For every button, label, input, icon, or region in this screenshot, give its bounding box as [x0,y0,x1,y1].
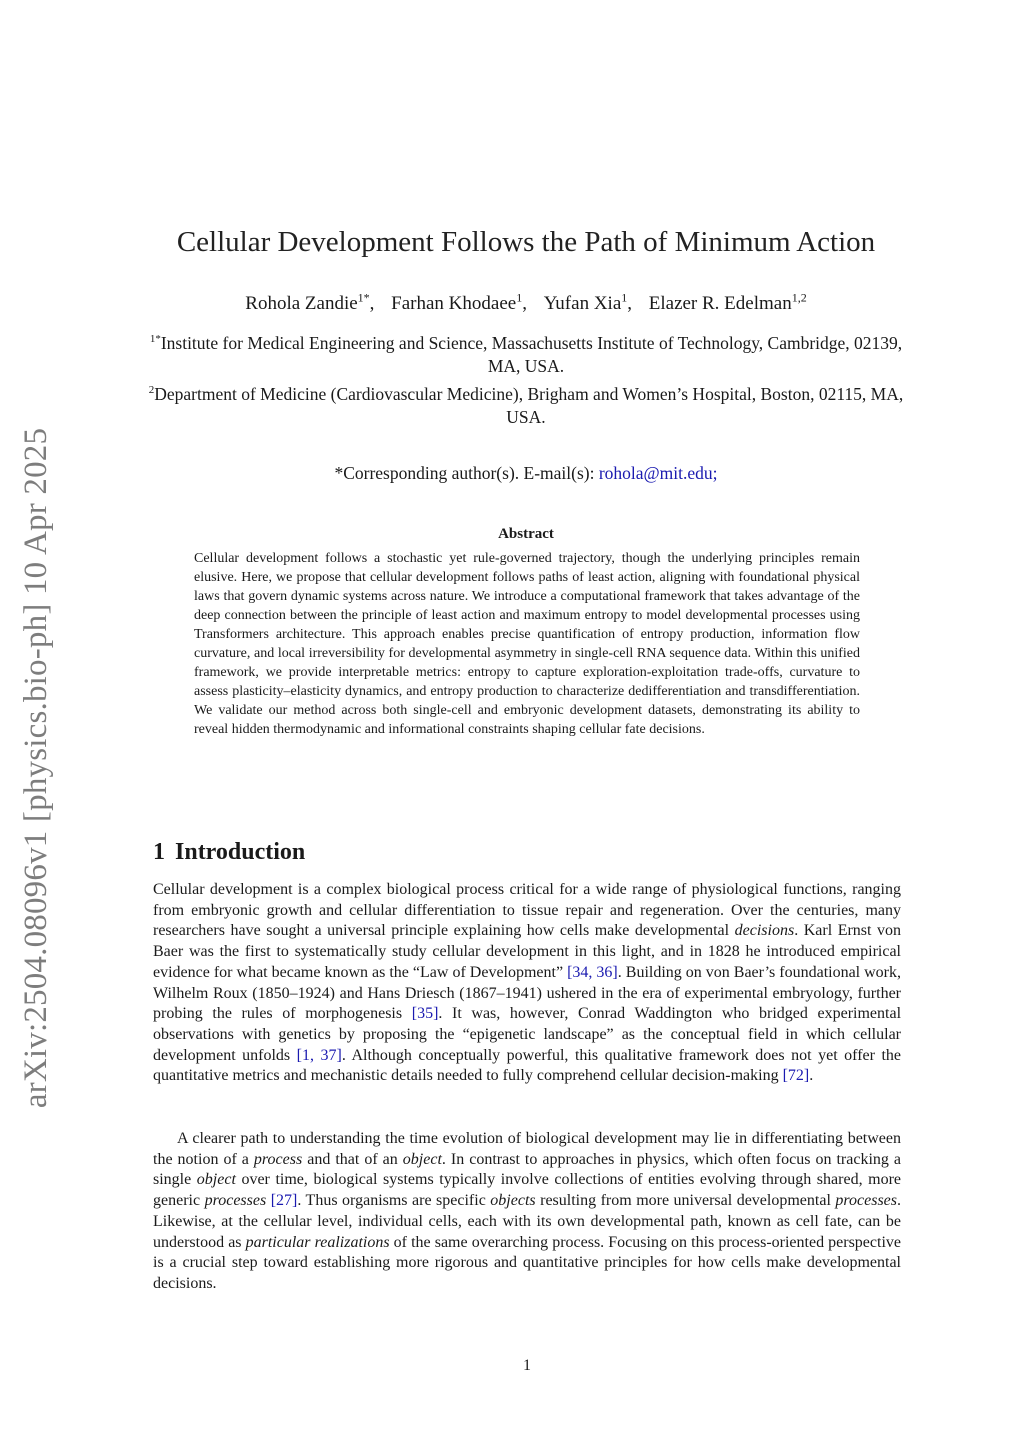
section-heading: 1 Introduction [153,839,306,865]
citation-link[interactable]: [1, 37] [296,1046,342,1064]
page-number: 1 [523,1357,531,1374]
citation-link[interactable]: [72] [782,1067,810,1085]
body-paragraph: Cellular development is a complex biological process critical for a wide range of physiological functions, ranging from embryonic growth and cellular differentiation to tissue repair and regeneration. Over the centuries, many researchers have sought a universal principle explaining how cells make developmental decisions. Karl Ernst von Baer was the first to systematically study cellular development in this light, and in 1828 he introduced empirical evidence for what became known as the “Law of Development” [34, 36]. Building on von Baer’s foundational work, Wilhelm Roux (1850–1924) and Hans Driesch (1867–1941) ushered in the era of experimental embryology, further probing the rules of morphogenesis [35]. It was, however, Conrad Waddington who bridged experimental observations with genetics by proposing the “epigenetic landscape” as the conceptual field in which cellular development unfolds [1, 37]. Although conceptually powerful, this qualitative framework does not yet offer the quantitative metrics and mechanistic details needed to fully comprehend cellular decision-making [72]. [153,881,902,1085]
citation-link[interactable]: [27] [270,1192,298,1210]
author-list [100,291,952,315]
abstract-text: Cellular development follows a stochastic yet rule-governed trajectory, though the underlying principles remain elusive. Here, we propose that cellular development follows paths of least action, aligning with foundational physical laws that govern dynamic systems across nature. We introduce a computational framework that takes advantage of the deep connection between the principle of least action and maximum entropy to model developmental processes using Transformers architecture. This approach enables precise quantification of entropy production, information flow curvature, and local irreversibility for developmental asymmetry in single-cell RNA sequence data. Within this unified framework, we provide interpretable metrics: entropy to capture exploration-exploitation trade-offs, curvature to assess plasticity–elasticity dynamics, and entropy production to characterize dedifferentiation and transdifferentiation. We validate our method across both single-cell and embryonic development datasets, demonstrating its ability to reveal hidden thermodynamic and informational constraints shaping cellular fate decisions. [194,551,860,737]
author: Elazer R. Edelman$^{1,2}$ [648,291,807,315]
paper-title: Cellular Development Follows the Path of Minimum Action [176,226,876,258]
author: Rohola Zandie$^{1*}$, [245,291,375,315]
body-paragraph: A clearer path to understanding the time evolution of biological development may lie in differentiating between the notion of a process and that of an object. In contrast to approaches in physics, which often focus on tracking a single object over time, biological systems typically involve collections of entities evolving through shared, more generic processes [27]. Thus organisms are specific objects resulting from more universal developmental processes. Likewise, at the cellular level, individual cells, each with its own developmental path, known as cell fate, can be understood as particular realizations of the same overarching process. Focusing on this process-oriented perspective is a crucial step toward establishing more rigorous and quantitative principles for how cells make developmental decisions. [153,1130,902,1292]
affiliation: $^2$Department of Medicine (Cardiovascular Medicine), Brigham and Women’s Hospital, Boston, 02115, MA, USA. [148,383,904,428]
abstract-heading: Abstract [498,526,554,542]
email-link[interactable]: rohola@mit.edu [598,463,713,483]
citation-link[interactable]: [35] [411,1005,439,1023]
affiliations [140,328,912,430]
author: Yufan Xia$^1$, [543,291,632,315]
citation-link[interactable]: [34, 36] [567,963,618,981]
author: Farhan Khodaee$^1$, [391,291,527,315]
corresponding-author: *Corresponding author(s). E-mail(s): rohola@mit.edu; [334,463,718,483]
arxiv-identifier-stamp: arXiv:2504.08096v1 [physics.bio-ph] 10 Apr 2025 [18,427,54,1109]
affiliation: $^{1*}$Institute for Medical Engineering and Science, Massachusetts Institute of Technology, Cambridge, 02139, MA, USA. [149,332,903,377]
